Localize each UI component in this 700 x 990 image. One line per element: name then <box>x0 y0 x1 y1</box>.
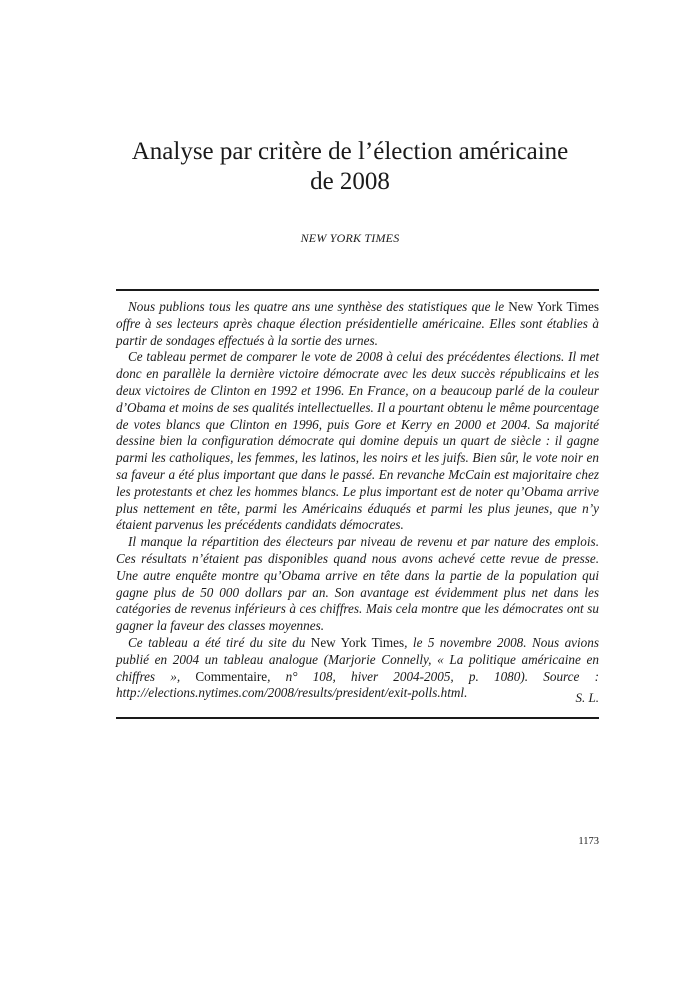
paragraph-3: Il manque la répartition des électeurs par niveau de revenu et par nature des emplois. Ces résultats n’étaient pas disponibles quand nous avons achevé cette revue de presse. Une autre enquête montre qu’Obama arrive en tête dans la partie de la population qui gagne plus de 50 000 dollars par an. Son avantage est évidemment plus net dans les catégories de revenus inférieurs à ces chiffres. Mais cela montre que les démocrates ont su gagner la faveur des classes moyennes. <box>116 534 599 634</box>
source-attribution: NEW YORK TIMES <box>300 231 400 245</box>
p1-text-a: Nous publions tous les quatre ans une synthèse des statistiques que le <box>128 299 509 314</box>
paragraph-1 <box>116 299 599 349</box>
p4-text-e: , n° 108, hiver 2004-2005, p. 1080). Source : http://elections.nytimes.com/2008/results/president/exit-polls.html. <box>116 668 599 701</box>
paragraph-2: Ce tableau permet de comparer le vote de 2008 à celui des précédentes élections. Il met donc en parallèle la dernière victoire démocrate avec les deux succès républicains et les deux victoires de Clinton en 1992 et 1996. En France, on a beaucoup parlé de la couleur d’Obama et moins de ses qualités intellectuelles. Il a pourtant obtenu le même pourcentage de votes blancs que Clinton en 1996, puis Gore et Kerry en 2000 et 2004. Sa majorité dessine bien la configuration démocrate qui domine depuis un quart de siècle : il gagne parmi les catholiques, les femmes, les latinos, les noirs et les juifs. Bien sûr, le vote noir en sa faveur a été plus important que dans le passé. En revanche McCain est majoritaire chez les protestants et chez les hommes blancs. Le plus important est de noter qu’Obama arrive plus nettement en tête, parmi les Américains éduqués et parmi les plus jeunes, que n’y étaient parvenus les précédents candidats démocrates. <box>116 349 599 533</box>
article-title <box>0 137 700 197</box>
p4-journal-name: Commentaire <box>195 668 268 684</box>
p4-text-a: Ce tableau a été tiré du site du <box>128 634 311 650</box>
intro-text <box>116 299 599 702</box>
p1-newspaper-name: New York Times <box>508 299 600 314</box>
p4-text-c: , le 5 novembre 2008. Nous avions publié en 2004 un tableau analogue (Marjorie Connelly, « La politique américaine en chiffres », <box>116 634 600 684</box>
title-line-2: de 2008 <box>310 168 390 195</box>
top-rule <box>116 289 599 291</box>
author-signature: S. L. <box>575 690 599 705</box>
p1-text-c: offre à ses lecteurs après chaque élection présidentielle américaine. Elles sont établies à partir de sondages effectués à la sortie des urnes. <box>116 315 599 348</box>
page-number: 1173 <box>578 836 599 847</box>
p4-newspaper-name: New York Times <box>310 634 405 650</box>
bottom-rule <box>116 717 599 719</box>
title-line-1: Analyse par critère de l’élection américaine <box>131 138 569 165</box>
